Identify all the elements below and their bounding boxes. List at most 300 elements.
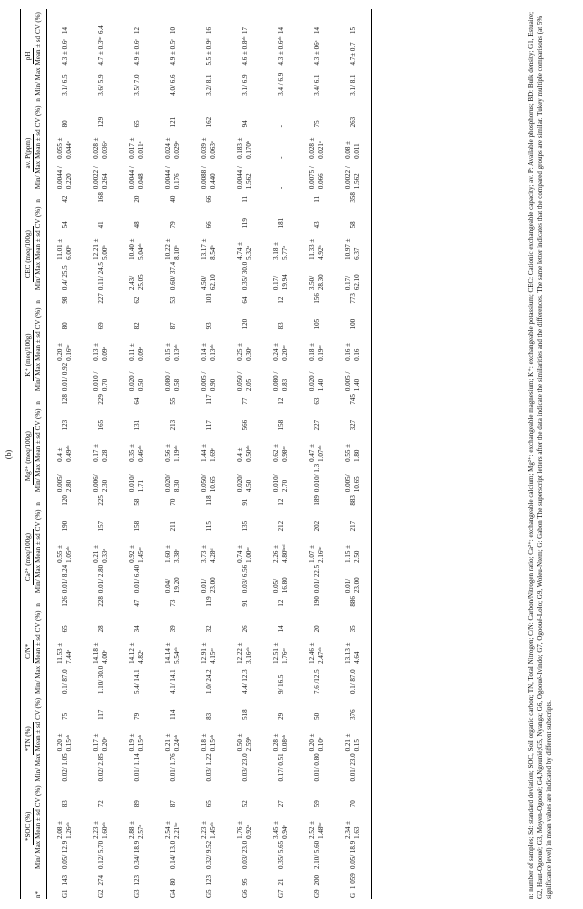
table-cell: 0.03/ 1.22: [204, 753, 213, 782]
table-cell: 227: [312, 419, 321, 431]
table-cell: 0.028 ± 0.021ᵃ: [308, 137, 325, 159]
header-group-k: [21, 305, 35, 406]
table-cell: 228: [96, 596, 105, 607]
table-cell: 117: [204, 420, 213, 431]
table-cell: 3.73 ± 4.28ᵈ: [200, 545, 217, 563]
table-cell: 10.97 ± 6.37: [335, 229, 372, 261]
table-cell: 4.74 ± 5.32ᵃ: [236, 242, 253, 260]
table-cell: 7.6 /12.5: [312, 669, 321, 695]
header-group-label: *TN (%): [24, 722, 34, 755]
table-cell: 34: [132, 625, 141, 633]
table-cell: 43: [312, 221, 321, 229]
table-cell: 47: [132, 599, 141, 607]
table-cell: 77: [240, 397, 249, 405]
table-cell: 212: [276, 520, 285, 532]
table-cell: [263, 190, 299, 204]
group-code: G: [348, 892, 357, 898]
table-cell: 0.11/ 24.5: [96, 262, 105, 291]
header-sub-cell: n: [34, 594, 46, 608]
table-cell: 64: [132, 397, 141, 405]
table-row: [119, 9, 155, 899]
table-cell: 3.1/ 6.5: [60, 74, 69, 96]
header-sub-cell: CV (%): [34, 695, 46, 721]
table-cell: 26: [240, 625, 249, 633]
table-caption: (b): [4, 449, 13, 460]
table-cell: 0.01/ 0.80: [312, 753, 321, 782]
table-cell: 4.1/ 14.1: [168, 669, 177, 695]
table-cell: 202: [312, 520, 321, 532]
header-sub-cell: Min/ Max: [34, 564, 46, 594]
table-cell: 376: [335, 695, 372, 721]
table-cell: 0.28 ± 0.08ᵃᵇ: [272, 733, 289, 752]
table-cell: 0.60/ 37.4: [168, 261, 177, 291]
table-cell: 16: [204, 26, 213, 34]
table-cell: 0.20 ± 0.16ᵇᶜ: [56, 343, 73, 361]
table-cell: 0.18 ± 0.19ᵃᶜ: [308, 343, 325, 361]
header-sub-cell: Min/ Max: [34, 362, 46, 392]
table-cell: 94: [240, 120, 249, 128]
table-cell: 55: [168, 397, 177, 405]
table-cell: 50: [312, 712, 321, 720]
table-cell: 229: [96, 394, 105, 405]
table-cell: 41: [96, 221, 105, 229]
table-cell: 0.4 ± 0.50ᵃᵇ: [236, 445, 253, 462]
header-sub-cell: n: [34, 392, 46, 406]
table-cell: 117: [204, 394, 213, 405]
table-cell: 0.005 / 0.90: [200, 371, 217, 392]
table-cell: 0.010/ 2.70: [272, 474, 289, 493]
table-cell: 80: [60, 120, 69, 128]
row-group-label: [263, 870, 299, 899]
table-cell: 162: [204, 116, 213, 128]
table-cell: 48: [132, 221, 141, 229]
table-cell: 0.20 ± 0.15ᵃᵇ: [56, 733, 73, 752]
table-cell: 89: [132, 800, 141, 808]
header-sub-cell: Min/ Max: [34, 67, 46, 97]
table-cell: 0.01/ 2.80: [96, 564, 105, 594]
group-code: G7: [276, 889, 285, 898]
table-cell: 0.56 ± 1.19ᵃᵇ: [164, 444, 181, 462]
table-cell: 128: [60, 394, 69, 405]
table-cell: 11.33 ± 4.92ᵇ: [308, 238, 325, 260]
table-cell: 225: [96, 495, 105, 506]
table-cell: 2.23 ± 1.45ᵃᵇ: [200, 820, 217, 839]
table-row: [227, 9, 263, 899]
table-cell: 0.16 ± 0.16: [335, 330, 372, 362]
table-cell: 12.91 ± 4.15ᵃᶜ: [200, 642, 217, 664]
table-cell: 213: [168, 419, 177, 431]
table-cell: 131: [132, 419, 141, 431]
table-cell: 0.17/ 0.51: [276, 753, 285, 782]
table-cell: 82: [132, 322, 141, 330]
table-cell: [263, 97, 299, 103]
table-cell: 58: [132, 498, 141, 506]
header-group-ph: [21, 9, 35, 103]
table-cell: 158: [132, 520, 141, 532]
table-footnote: n: number of samples; Sd: standard deviation; SOC, Soil organic carbon; TN, Total Nitrogen; C/N: Carbon/Nitrogen ratio; Ca²⁺: exchangeable calcium; Mg²⁺: exchangeable magnesium; K⁺: exchangeable potassium; CEC: Cationic exchangeable capacity; av. P: Available phosphorus; BD: Bulk density; G1, Estuaire; G2, Haut-Ogooué; G3, Moyen-Ogooué; G4,Ngounié;G5, Nyanga; G6, Ogooué-Ivindo; G7, Ogooué-Lolo; G9, Woleu-Ntem; G: Gabon The superscript letters after the data indicate the similarities and the differences. The same letter indicates that the compared groups are similar. Tukey multiple comparisons (at 5% significance level) in mean values are indicated by different subscripts.: [527, 11, 553, 899]
table-cell: [299, 97, 335, 103]
header-sub-cell: Mean ± sd: [34, 532, 46, 564]
table-cell: 65: [204, 800, 213, 808]
table-cell: 0.55 ± 1.80: [335, 431, 372, 463]
table-cell: [227, 97, 263, 103]
table-row: [299, 9, 335, 899]
header-sub-cell: Mean ± sd: [34, 721, 46, 753]
table-cell: 98: [60, 296, 69, 304]
table-cell: 0.020/ 4.50: [236, 474, 253, 493]
table-cell: 115: [204, 521, 213, 532]
table-cell: 0.01/ 6.40: [132, 564, 141, 594]
table-cell: 4.4/ 12.3: [240, 669, 249, 695]
table-cell: 40: [168, 195, 177, 203]
table-cell: 190: [60, 520, 69, 532]
table-cell: 157: [96, 520, 105, 532]
table-cell: 29: [276, 712, 285, 720]
row-group-label: [227, 870, 263, 899]
table-cell: 11: [240, 195, 249, 203]
table-cell: 87: [168, 800, 177, 808]
row-group-label: [335, 870, 372, 899]
table-cell: 0.028 ± 0.036ᵃ: [92, 137, 109, 159]
table-cell: 0.010/ 1.71: [128, 474, 145, 493]
table-cell: 0.34/ 18.9: [132, 840, 141, 870]
header-sub-cell: CV (%): [34, 103, 46, 129]
table-cell: 4.9 ± 0.6ᶜ: [132, 38, 141, 66]
table-cell: 14: [60, 26, 69, 34]
sample-count: 200: [312, 874, 321, 886]
table-cell: 1.44 ± 1.69ᶜ: [200, 444, 217, 462]
table-cell: 3.2/ 8.1: [204, 74, 213, 96]
table-cell: 0.02/ 1.05: [60, 753, 69, 782]
table-cell: 263: [335, 103, 372, 129]
table-cell: 53: [168, 296, 177, 304]
header-group-tn: [21, 695, 35, 782]
table-cell: 158: [276, 419, 285, 431]
sample-count: 80: [168, 878, 177, 886]
table-cell: 120: [60, 495, 69, 506]
header-sub-cell: Mean ± sd: [34, 431, 46, 463]
table-cell: 66: [204, 221, 213, 229]
table-cell: 12: [276, 296, 285, 304]
table-cell: 0.0044 / 0.220: [56, 166, 73, 190]
table-cell: 32: [204, 625, 213, 633]
table-cell: 1.15 ± 2.50: [335, 532, 372, 564]
table-cell: 5.5 ± 0.9ᵈ: [204, 38, 213, 66]
table-cell: 42: [60, 195, 69, 203]
table-cell: 3.6/ 5.9: [96, 74, 105, 96]
table-cell: 0.024 ± 0.029ᵃ: [164, 137, 181, 159]
table-cell: 83: [204, 712, 213, 720]
table-cell: 0.03/ 23.0: [240, 753, 249, 782]
header-group-label: pH: [24, 48, 34, 65]
table-cell: 2.88 ± 2.57ᵃ: [128, 820, 145, 839]
table-cell: 63: [312, 397, 321, 405]
header-group-cec: [21, 204, 35, 305]
header-group-label: Mg²⁺ (meq/100g): [24, 427, 34, 485]
table-cell: 0.55 ± 1.05ᵃᵇ: [56, 545, 73, 563]
group-code: G6: [240, 889, 249, 898]
table-cell: 0.0088 / 0.440: [200, 166, 217, 190]
table-cell: 0.01/ 1.14: [132, 753, 141, 782]
table-cell: 69: [96, 322, 105, 330]
table-cell: 0.0044 / 1.562: [236, 166, 253, 190]
table-cell: 773: [335, 291, 372, 305]
table-cell: 12: [276, 498, 285, 506]
table-cell: 62: [132, 296, 141, 304]
table-cell: 54: [60, 221, 69, 229]
table-cell: 1.60 ± 3.38ᶜ: [164, 545, 181, 563]
table-cell: 0.11 ± 0.09ᵃ: [128, 343, 145, 361]
table-cell: 227: [96, 293, 105, 304]
sample-count: 274: [96, 874, 105, 886]
row-group-label: [119, 870, 155, 899]
table-cell: 0.4/ 25.5: [60, 265, 69, 291]
table-cell: 0.1/ 87.0: [335, 665, 372, 695]
header-group-ca: [21, 507, 35, 608]
table-cell: 0.01/ 1.76: [168, 753, 177, 782]
table-cell: 20: [312, 625, 321, 633]
table-cell: 1.07 ± 2.16ᵇᶜ: [308, 545, 325, 563]
table-cell: 12.46 ± 2.47ᵃᵇ: [308, 642, 325, 664]
header-group-label: av. P(ppm): [24, 134, 34, 173]
table-cell: 58: [335, 204, 372, 230]
table-cell: 83: [276, 322, 285, 330]
table-cell: 2.26 ± 4.80ᵇᶜᵈ: [272, 544, 289, 563]
table-cell: [335, 97, 372, 103]
table-cell: 65: [132, 120, 141, 128]
table-cell: 10: [168, 26, 177, 34]
table-cell: 0.01/ 8.24: [60, 564, 69, 594]
table-cell: 0.04/ 19.20: [164, 577, 181, 594]
table-cell: 12.21 ± 5.00ᵇ: [92, 238, 109, 260]
header-sub-cell: Min/ Max: [34, 160, 46, 190]
table-cell: [83, 97, 119, 103]
table-cell: 0.0022 / 0.264: [92, 166, 109, 190]
header-sub-cell: Mean ± sd: [34, 330, 46, 362]
header-group-n_star: [21, 870, 35, 899]
sample-count: 123: [132, 874, 141, 886]
group-code: G9: [312, 889, 321, 898]
table-cell: 2.43/ 25.05: [128, 274, 145, 291]
table-cell: [191, 97, 227, 103]
sample-count: 143: [60, 874, 69, 886]
header-sub-cell: Min/ Max: [34, 463, 46, 493]
table-cell: 165: [96, 419, 105, 431]
header-group-row: [21, 9, 35, 899]
table-cell: 59: [312, 800, 321, 808]
table-cell: 0.14/ 13.0: [168, 840, 177, 870]
table-row: [83, 9, 119, 899]
header-sub-cell: CV (%): [34, 507, 46, 533]
table-cell: 72: [96, 800, 105, 808]
row-group-label: [46, 870, 83, 899]
table-cell: 3.18 ± 5.77ᵃ: [272, 242, 289, 260]
group-code: G1: [60, 889, 69, 898]
table-cell: 70: [335, 783, 372, 809]
table-cell: 0.005 / 1.40: [335, 362, 372, 392]
table-cell: 0.02/ 2.85: [96, 753, 105, 782]
group-code: G4: [168, 889, 177, 898]
table-cell: 73: [168, 599, 177, 607]
table-cell: 181: [276, 217, 285, 229]
table-cell: 119: [240, 218, 249, 229]
table-cell: 120: [240, 318, 249, 330]
table-cell: 0.020 / 1.40: [308, 371, 325, 392]
table-cell: 0.05/ 12.9: [60, 840, 69, 870]
table-cell: 0.03/ 6.56: [240, 564, 249, 594]
table-cell: 0.020/ 8.30: [164, 474, 181, 493]
table-cell: 70: [168, 498, 177, 506]
sample-count: 1 059: [348, 873, 357, 889]
table-cell: 0.005/ 10.65: [335, 463, 372, 493]
table-cell: 2.23 ± 1.60ᵃᵇ: [92, 820, 109, 839]
table-cell: 0.4 ± 0.49ᵃᵇ: [56, 445, 73, 462]
table-cell: 135: [240, 520, 249, 532]
table-cell: 0.050 / 2.05: [236, 371, 253, 392]
table-cell: 4.50/ 62.10: [200, 274, 217, 291]
header-sub-cell: Mean ± sd: [34, 35, 46, 67]
table-cell: 4.7 ± 0.3ᵇᶜ: [96, 36, 105, 66]
header-sub-cell: Mean ± sd: [34, 633, 46, 665]
table-cell: 119: [204, 596, 213, 607]
table-cell: 27: [276, 800, 285, 808]
header-sub-cell: Min/ Max: [34, 752, 46, 782]
header-sub-cell: Mean ± sd: [34, 128, 46, 160]
table-cell: 3.1/ 6.9: [240, 74, 249, 96]
table-cell: 3.45 ± 0.94ᶜ: [272, 820, 289, 839]
header-sub-cell: Mean ± sd: [34, 229, 46, 261]
header-sub-cell: n: [34, 291, 46, 305]
table-cell: 101: [204, 293, 213, 304]
table-cell: 79: [132, 712, 141, 720]
table-cell: 11.01 ± 6.00ᵇ: [56, 238, 73, 260]
table-cell: 9/ 16.5: [276, 674, 285, 695]
table-cell: 0.020 / 0.50: [128, 371, 145, 392]
table-cell: 0.05/ 18.9: [335, 840, 372, 870]
table-cell: 4.3 ± 0.6ᶜ: [60, 38, 69, 66]
table-cell: 0.01/ 23.00: [335, 564, 372, 594]
header-group-cn: [21, 608, 35, 695]
table-cell: 12.51 ± 1.76ᵃᶜ: [272, 642, 289, 664]
table-cell: 129: [96, 116, 105, 128]
table-cell: 0.005/ 2.80: [56, 474, 73, 493]
table-cell: 0.35/ 5.65: [276, 840, 285, 870]
table-cell: 0.19 ± 0.15ᵃᵇ: [128, 733, 145, 752]
table-cell: 0.010/ 1.3: [312, 463, 321, 493]
table-cell: 0.080 / 0.83: [272, 371, 289, 392]
header-sub-cell: CV (%): [34, 9, 46, 35]
table-cell: 0.14 ± 0.13ᵃᵇ: [200, 343, 217, 361]
table-cell: 0.47 ± 1.07ᵃᵇ: [308, 444, 325, 462]
table-cell: 0.01/ 22.5: [312, 564, 321, 594]
table-cell: 0.32/ 9.52: [204, 840, 213, 870]
table-cell: 118: [204, 495, 213, 506]
row-group-label: [191, 870, 227, 899]
table-cell: 121: [168, 116, 177, 128]
table-cell: 75: [60, 712, 69, 720]
table-cell: 0.21 ± 0.15: [335, 721, 372, 753]
table-cell: 12: [132, 26, 141, 34]
table-cell: 211: [168, 521, 177, 532]
table-row: [155, 9, 191, 899]
table-cell: 1.10/ 30.0: [96, 665, 105, 695]
table-cell: 5.4/ 14.1: [132, 669, 141, 695]
table-cell: 100: [335, 305, 372, 331]
table-cell: 52: [240, 800, 249, 808]
table-cell: 12: [276, 397, 285, 405]
group-code: G3: [132, 889, 141, 898]
table-cell: [155, 97, 191, 103]
table-cell: 64: [240, 296, 249, 304]
table-cell: 0.080 / 0.58: [164, 371, 181, 392]
table-cell: 35: [335, 608, 372, 634]
table-cell: 0.20 ± 0.10ᶜ: [308, 733, 325, 752]
table-cell: 4.3 ± 0.6ᵃᵇ: [276, 36, 285, 66]
table-cell: 0.17 ± 0.28: [92, 444, 109, 462]
table-cell: 0.15 ± 0.13ᵃᵇ: [164, 343, 181, 361]
table-cell: 3.5/ 7.0: [132, 74, 141, 96]
table-cell: 39: [168, 625, 177, 633]
table-cell: 17: [240, 26, 249, 34]
table-cell: 13.17 ± 8.54ᵇ: [200, 238, 217, 260]
table-cell: 0.050/ 10.65: [200, 474, 217, 493]
table-cell: 0.006/ 2.30: [92, 474, 109, 493]
header-sub-cell: CV (%): [34, 406, 46, 432]
table-cell: 156: [312, 293, 321, 304]
header-group-p: [21, 103, 35, 204]
table-cell: 28: [96, 625, 105, 633]
table-cell: -: [276, 186, 285, 190]
table-cell: 2.54 ± 2.21ᵇᶜ: [164, 820, 181, 839]
table-cell: 745: [335, 392, 372, 406]
table-cell: 4.6 ± 0.8ᵃᵇ: [240, 36, 249, 66]
table-cell: 0.0075 / 0.066: [308, 166, 325, 190]
table-cell: 0.0044 / 0.176: [164, 166, 181, 190]
table-cell: 15: [335, 9, 372, 35]
header-sub-cell: Mean ± sd: [34, 808, 46, 840]
table-cell: 0.039 ± 0.063ᵃ: [200, 137, 217, 159]
table-cell: 0.50 ± 2.59ᵇ: [236, 733, 253, 752]
header-sub-cell: CV (%): [34, 305, 46, 331]
row-group-label: [155, 870, 191, 899]
table-cell: 0.13 ± 0.09ᵃ: [92, 343, 109, 361]
header-sub-cell: Min/ Max: [34, 665, 46, 695]
table-cell: 0.17 ± 0.20ᵃ: [92, 733, 109, 752]
table-cell: 3.1/ 8.1: [335, 67, 372, 97]
table-cell: 0.74 ± 1.00ᵃᶜ: [236, 545, 253, 563]
table-row: [335, 9, 372, 899]
table-cell: 4.0/ 6.6: [168, 74, 177, 96]
table-cell: 2.34 ± 1.63: [335, 808, 372, 840]
table-cell: 190: [312, 596, 321, 607]
table-cell: 0.01/ 23.00: [200, 577, 217, 594]
header-sub-cell: Min/ Max: [34, 261, 46, 291]
table-cell: 87: [168, 322, 177, 330]
table-cell: 1.0/ 24.2: [204, 669, 213, 695]
header-group-label: *SOC (%): [24, 808, 34, 845]
table-cell: 65: [60, 625, 69, 633]
header-sub-cell: Min/ Max: [34, 840, 46, 870]
table-cell: 79: [168, 221, 177, 229]
table-cell: 0.25 ± 0.30ᶜ: [236, 343, 253, 361]
table-cell: 4.3 ± 06ᵃ: [312, 40, 321, 66]
sample-count: 123: [204, 874, 213, 886]
table-cell: 20: [132, 195, 141, 203]
table-cell: 75: [312, 120, 321, 128]
table-cell: 6.4: [96, 25, 105, 34]
table-cell: 217: [335, 507, 372, 533]
table-cell: 11.53 ± 7.44ᵃ: [56, 642, 73, 664]
